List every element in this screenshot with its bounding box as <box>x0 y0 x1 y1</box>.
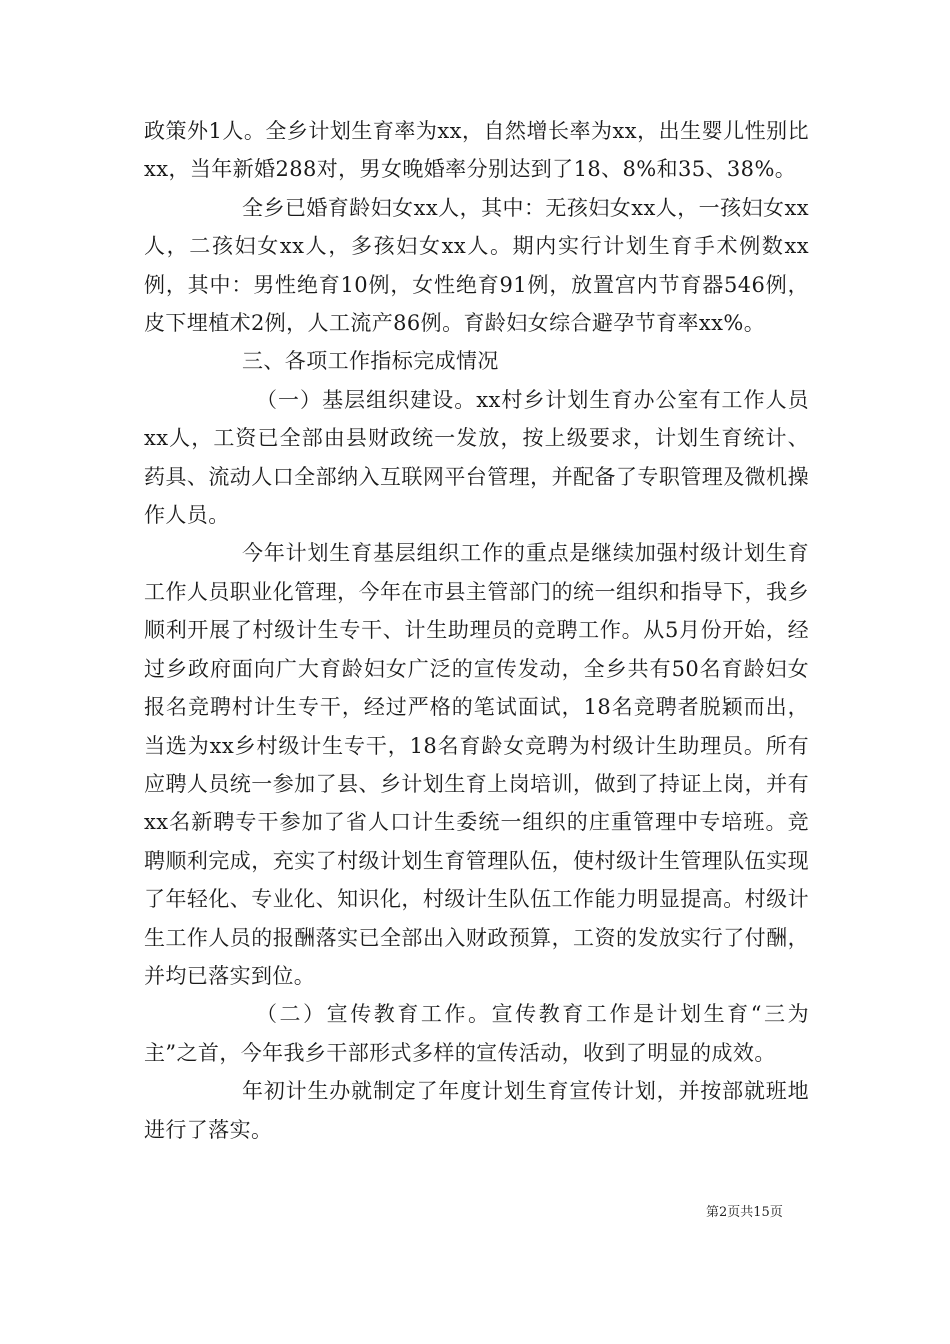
page-number: 第2页共15页 <box>706 1205 783 1220</box>
paragraph-organization: （一）基层组织建设。xx村乡计划生育办公室有工作人员xx人，工资已全部由县财政统一发放，按上级要求，计划生育统计、药具、流动人口全部纳入互联网平台管理，并配备了专职管理及微机操作人员。 <box>144 387 809 528</box>
section-heading: 三、各项工作指标完成情况 <box>242 349 499 374</box>
document-body <box>144 112 809 1149</box>
paragraph-publicity: （二）宣传教育工作。宣传教育工作是计划生育“三为主”之首，今年我乡干部形式多样的宣传活动，收到了明显的成效。 <box>144 1002 809 1065</box>
paragraph-plan: 年初计生办就制定了年度计划生育宣传计划，并按部就班地进行了落实。 <box>144 1079 809 1142</box>
paragraph-statistics: 政策外1人。全乡计划生育率为xx，自然增长率为xx，出生婴儿性别比xx，当年新婚288对，男女晚婚率分别达到了18、8%和35、38%。 <box>144 119 809 182</box>
paragraph-women-statistics: 全乡已婚育龄妇女xx人，其中：无孩妇女xx人，一孩妇女xx人，二孩妇女xx人，多孩妇女xx人。期内实行计划生育手术例数xx例，其中：男性绝育10例，女性绝育91例，放置宫内节育器546例，皮下埋植术2例，人工流产86例。育龄妇女综合避孕节育率xx%。 <box>144 195 809 336</box>
paragraph-recruitment: 今年计划生育基层组织工作的重点是继续加强村级计划生育工作人员职业化管理，今年在市县主管部门的统一组织和指导下，我乡顺利开展了村级计生专干、计生助理员的竞聘工作。从5月份开始，经过乡政府面向广大育龄妇女广泛的宣传发动，全乡共有50名育龄妇女报名竞聘村计生专干，经过严格的笔试面试，18名竞聘者脱颖而出，当选为xx乡村级计生专干，18名育龄女竞聘为村级计生助理员。所有应聘人员统一参加了县、乡计划生育上岗培训，做到了持证上岗，并有xx名新聘专干参加了省人口计生委统一组织的庄重管理中专培班。竞聘顺利完成，充实了村级计划生育管理队伍，使村级计生管理队伍实现了年轻化、专业化、知识化，村级计生队伍工作能力明显提高。村级计生工作人员的报酬落实已全部出入财政预算，工资的发放实行了付酬，并均已落实到位。 <box>144 541 809 988</box>
